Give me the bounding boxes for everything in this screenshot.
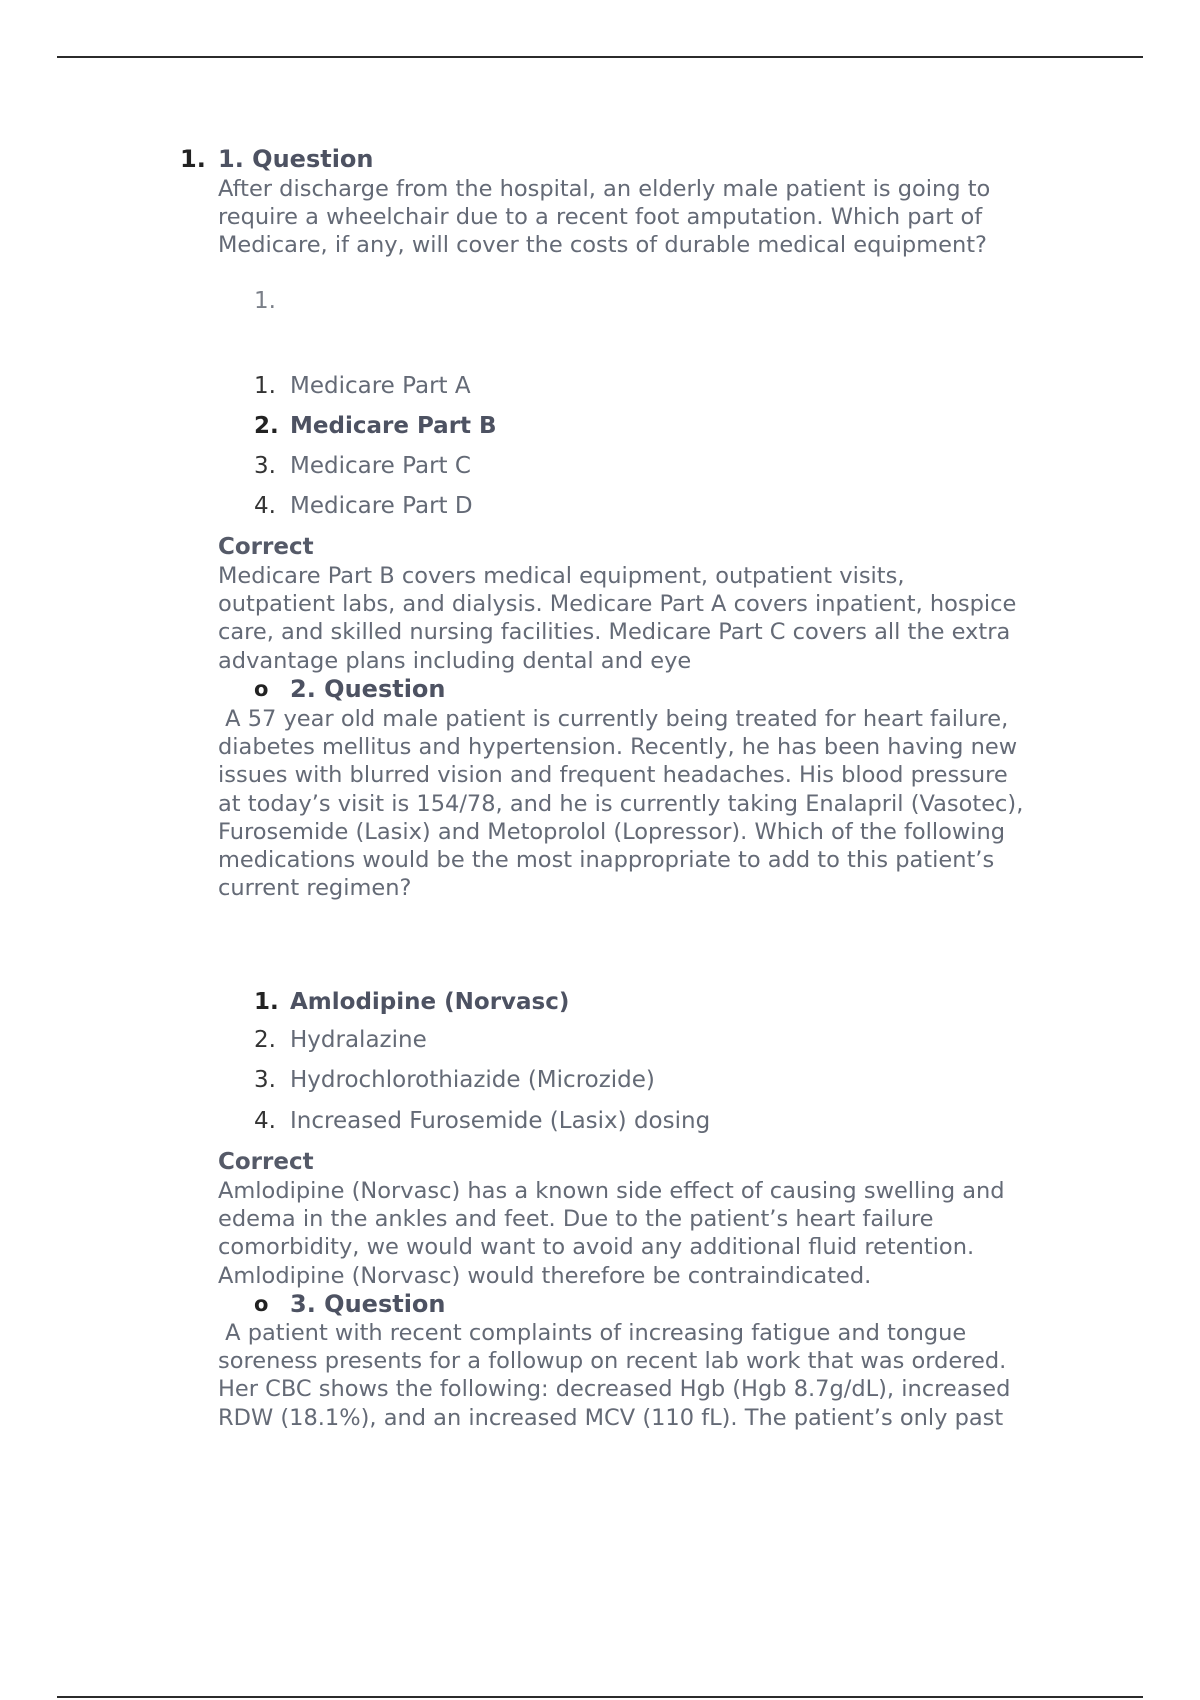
option-text: Hydrochlorothiazide (Microzide) <box>290 1067 655 1093</box>
question-1-option-c[interactable] <box>254 451 471 481</box>
option-number: 3. <box>254 453 276 479</box>
option-text: Medicare Part D <box>290 493 473 519</box>
question-2-explanation: Amlodipine (Norvasc) has a known side effect of causing swelling and edema in the ankles and feet. Due to the patient’s heart failure comorbidity, we would want to avoid any additional fluid retention. Amlodipine (Norvasc) would therefore be contraindicated. <box>218 1178 1005 1289</box>
option-text: Increased Furosemide (Lasix) dosing <box>290 1108 711 1134</box>
option-number: 4. <box>254 1108 276 1134</box>
question-1-option-a[interactable] <box>254 371 471 401</box>
option-text: Medicare Part A <box>290 373 471 399</box>
question-3-bullet: o <box>254 1292 269 1316</box>
question-1-list-marker: 1. <box>180 145 206 173</box>
top-rule <box>57 56 1143 58</box>
option-number: 3. <box>254 1067 276 1093</box>
option-text: Medicare Part C <box>290 453 471 479</box>
question-1-title: 1. Question <box>218 145 374 173</box>
option-number: 1. <box>254 373 276 399</box>
question-1-prompt: After discharge from the hospital, an elderly male patient is going to require a wheelchair due to a recent foot amputation. Which part of Medicare, if any, will cover the costs of durable medical equipment? <box>218 176 991 259</box>
bottom-rule <box>57 1696 1143 1698</box>
option-text: Medicare Part B <box>290 413 497 439</box>
option-text: Hydralazine <box>290 1027 427 1053</box>
option-number: 2. <box>254 1027 276 1053</box>
question-2-option-c[interactable] <box>254 1065 655 1095</box>
question-3-title: 3. Question <box>290 1290 446 1318</box>
option-number: 2. <box>254 413 279 439</box>
option-number: 1. <box>254 989 279 1015</box>
empty-list-item: 1. <box>254 288 276 314</box>
question-1-option-d[interactable] <box>254 491 473 521</box>
question-2-bullet: o <box>254 677 269 701</box>
question-2-option-b[interactable] <box>254 1025 427 1055</box>
question-2-result-label: Correct <box>218 1149 314 1175</box>
option-number: 4. <box>254 493 276 519</box>
option-text: Amlodipine (Norvasc) <box>290 989 570 1015</box>
question-2-title: 2. Question <box>290 675 446 703</box>
question-1-explanation: Medicare Part B covers medical equipment, outpatient visits, outpatient labs, and dialysis. Medicare Part A covers inpatient, hospice care, and skilled nursing facilities. Medicare Part C covers all the extra advantage plans including dental and eye <box>218 563 1017 674</box>
question-2-option-a-answer[interactable] <box>254 987 569 1017</box>
question-2-option-d[interactable] <box>254 1106 710 1136</box>
question-1-option-b-answer[interactable] <box>254 411 497 441</box>
question-2-prompt: A 57 year old male patient is currently being treated for heart failure, diabetes mellitus and hypertension. Recently, he has been having new issues with blurred vision and frequent headaches. His blood pressure at today’s visit is 154/78, and he is currently taking Enalapril (Vasotec), Furosemide (Lasix) and Metoprolol (Lopressor). Which of the following medications would be the most inappropriate to add to this patient’s current regimen? <box>218 706 1024 902</box>
question-3-prompt: A patient with recent complaints of increasing fatigue and tongue soreness presents for a followup on recent lab work that was ordered. Her CBC shows the following: decreased Hgb (Hgb 8.7g/dL), increased RDW (18.1%), and an increased MCV (110 fL). The patient’s only past <box>218 1320 1011 1431</box>
question-1-result-label: Correct <box>218 534 314 560</box>
